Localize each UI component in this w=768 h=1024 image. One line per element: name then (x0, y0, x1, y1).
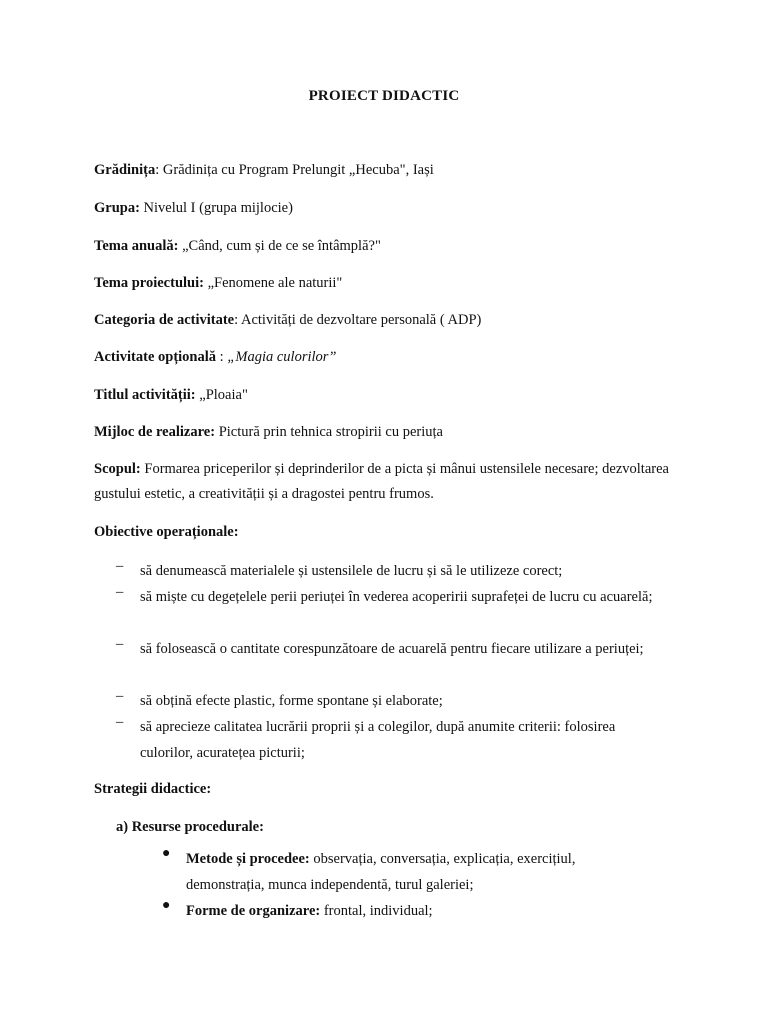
strategy-label: Metode și procedee: (186, 851, 310, 867)
field-label: Grădinița (94, 162, 156, 178)
field-value: Formarea priceperilor și deprinderilor de a picta și mânui ustensilele necesare; dezvoltarea gustului estetic, a creativității și a dragostei pentru frumos. (94, 461, 669, 502)
field-label: Tema proiectului: (94, 275, 204, 291)
objective-text: să denumească materialele și ustensilele de lucru și să le utilizeze corect; (140, 563, 563, 579)
field-value: „Magia culorilor” (227, 349, 337, 365)
field-label: Tema anuală: (94, 238, 179, 254)
dash-bullet: – (116, 688, 124, 704)
strategy-label: Forme de organizare: (186, 903, 321, 919)
bullet-dot: ● (162, 846, 171, 861)
field-value: Pictură prin tehnica stropirii cu periuța (218, 424, 443, 440)
document-title: PROIECT DIDACTIC (308, 88, 460, 104)
dash-bullet: – (116, 636, 124, 652)
field-value: Activități de dezvoltare personală ( ADP) (240, 312, 482, 328)
field-separator: : (234, 312, 241, 328)
field-separator: : (216, 349, 228, 365)
subsection-heading: a) Resurse procedurale: (116, 819, 264, 835)
field-value: „Ploaia" (199, 387, 248, 403)
field-value: Nivelul I (grupa mijlocie) (143, 200, 293, 216)
strategies-heading (94, 781, 694, 798)
field-tema-anuala (94, 238, 694, 255)
objective-text: să obțină efecte plastic, forme spontane și elaborate; (140, 693, 443, 709)
field-grupa (94, 200, 694, 217)
field-value: „Când, cum și de ce se întâmplă?" (182, 238, 381, 254)
field-scopul (94, 457, 674, 507)
objective-text: să miște cu degețelele perii periuței în vederea acoperirii suprafeței de lucru cu acuarelă; (140, 589, 653, 605)
field-label: Categoria de activitate (94, 312, 235, 328)
strategy-text (186, 898, 646, 924)
field-mijloc (94, 424, 694, 441)
objective-text: să folosească o cantitate corespunzătoare de acuarelă pentru fiecare utilizare a periuței; (140, 641, 644, 657)
section-heading: Strategii didactice: (94, 781, 212, 797)
field-gradinita (94, 162, 694, 179)
objectives-heading (94, 524, 694, 541)
objective-text: să aprecieze calitatea lucrării proprii și a colegilor, după anumite criterii: folosirea culorilor, acuratețea picturii; (140, 719, 616, 761)
field-label: Scopul: (94, 461, 141, 477)
field-tema-proiectului (94, 275, 694, 292)
field-label: Activitate opțională (94, 349, 217, 365)
field-separator: : (155, 162, 163, 178)
field-titlul (94, 387, 694, 404)
strategy-value: observația, conversația, explicația, exercițiul, demonstrația, munca independentă, turul galeriei; (186, 851, 576, 893)
field-value: Grădinița cu Program Prelungit „Hecuba", Iași (162, 162, 434, 178)
bullet-dot: ● (162, 898, 171, 913)
dash-bullet: – (116, 558, 124, 574)
strategy-text (186, 846, 646, 898)
dash-bullet: – (116, 714, 124, 730)
field-label: Titlul activității: (94, 387, 196, 403)
field-label: Grupa: (94, 200, 140, 216)
field-categoria (94, 312, 694, 329)
strategy-value: frontal, individual; (323, 903, 433, 919)
section-heading: Obiective operaționale: (94, 524, 239, 540)
field-label: Mijloc de realizare: (94, 424, 216, 440)
dash-bullet: – (116, 584, 124, 600)
field-activitate-optionala (94, 349, 694, 366)
field-value: „Fenomene ale naturii" (207, 275, 343, 291)
